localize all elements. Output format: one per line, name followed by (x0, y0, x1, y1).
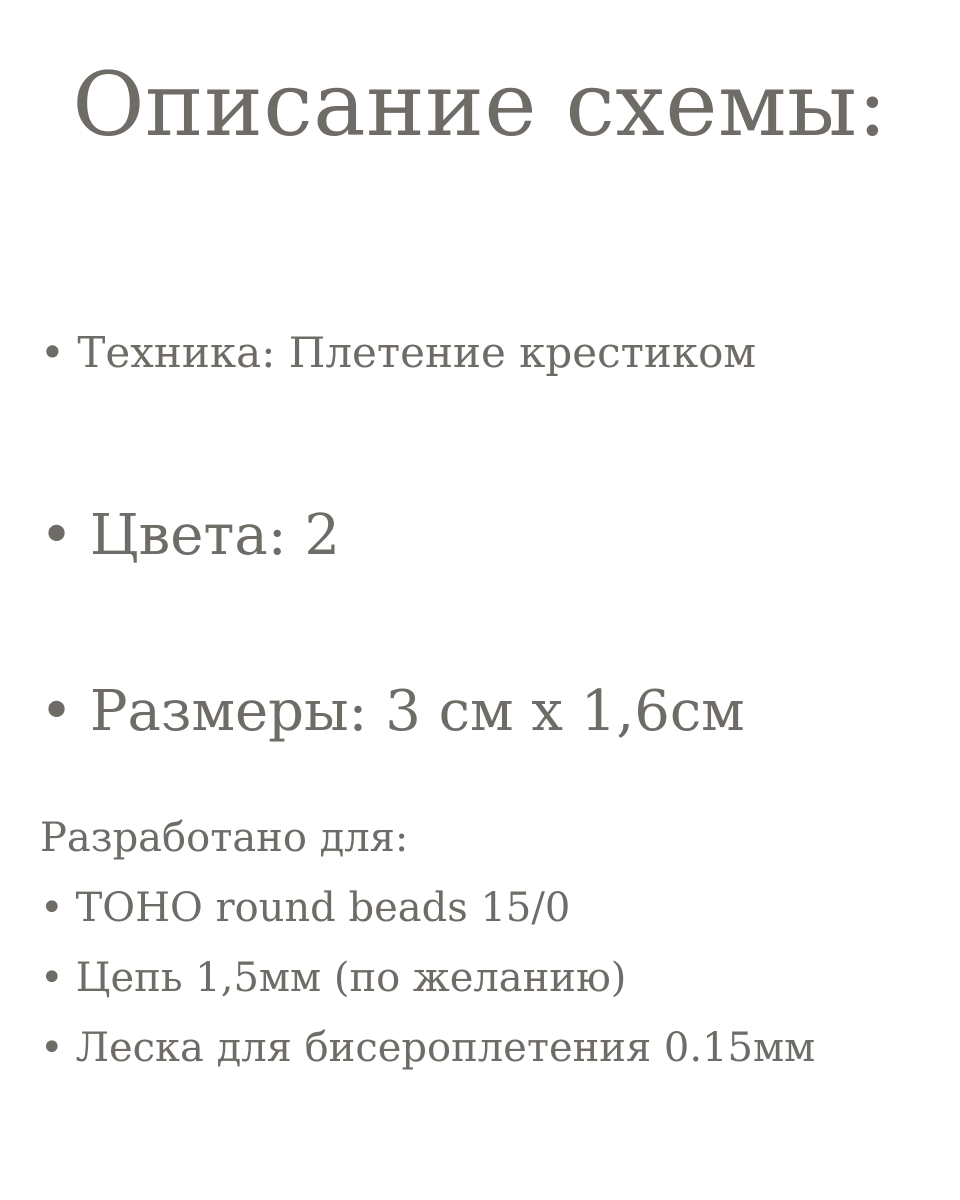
designed-for-heading: Разработано для: (40, 815, 409, 861)
spec-colors-text: Цвета: 2 (89, 503, 340, 568)
bullet: • (40, 1025, 64, 1071)
spec-technique-text: Техника: Плетение крестиком (77, 328, 757, 377)
spec-sizes-text: Размеры: 3 см х 1,6см (89, 679, 745, 744)
material-item-text: Леска для бисероплетения 0.15мм (75, 1025, 816, 1071)
material-item-text: ТОНО round beads 15/0 (75, 885, 571, 931)
page-title: Описание схемы: (72, 53, 888, 156)
bullet: • (40, 679, 74, 744)
material-item-text: Цепь 1,5мм (по желанию) (75, 955, 627, 1001)
bullet: • (40, 885, 64, 931)
spec-technique (40, 325, 756, 381)
material-item (40, 952, 626, 1004)
spec-sizes (40, 676, 745, 748)
bullet: • (40, 955, 64, 1001)
spec-colors (40, 500, 340, 572)
bullet: • (40, 328, 65, 377)
material-item (40, 1022, 815, 1074)
material-item (40, 882, 570, 934)
bullet: • (40, 503, 74, 568)
